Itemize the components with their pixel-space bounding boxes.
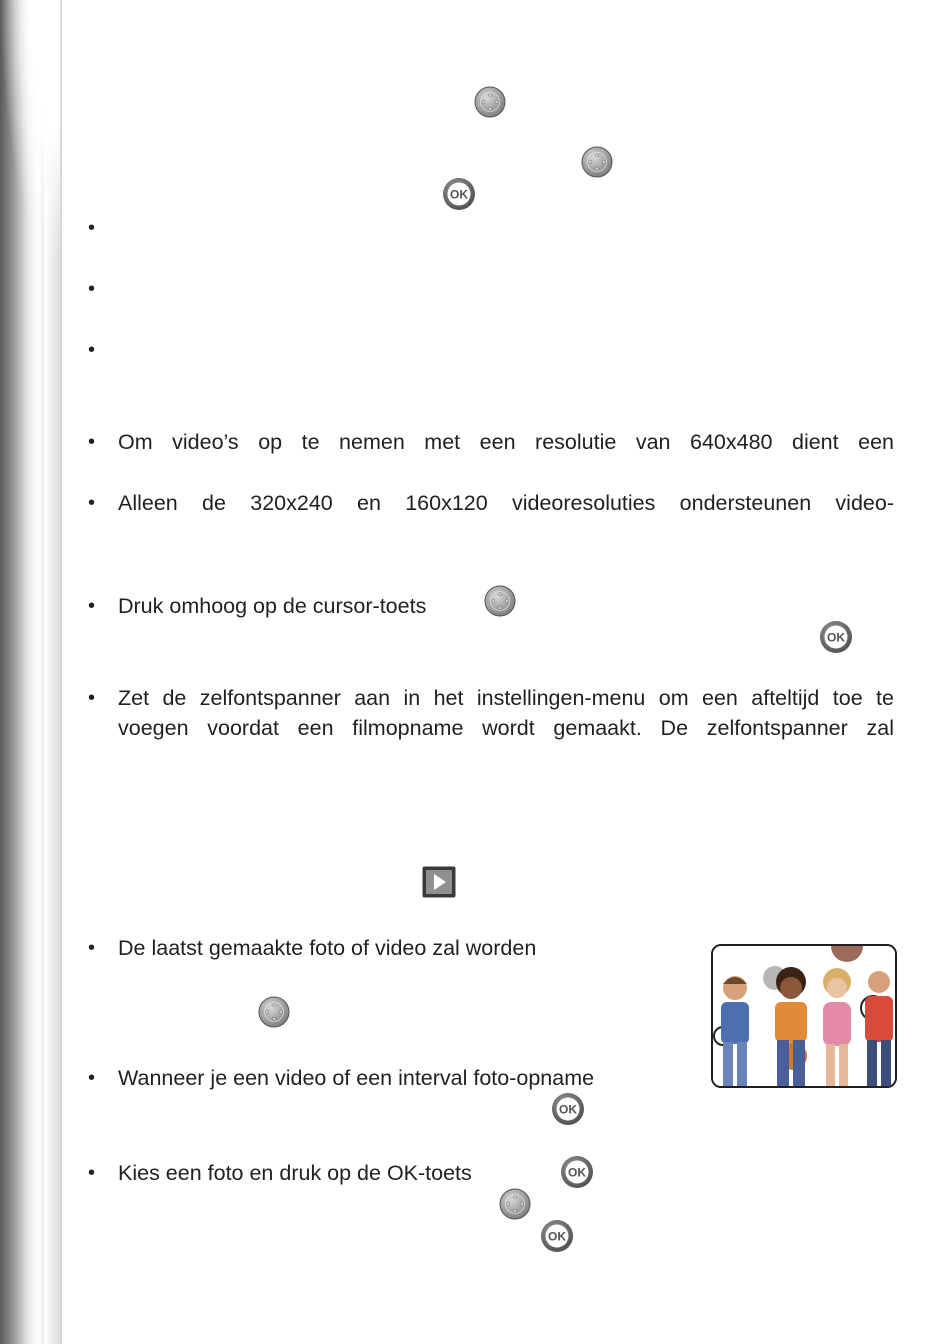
bullet: • [88, 937, 96, 959]
ok-button-icon [540, 1219, 574, 1253]
paragraph-last-photo: De laatst gemaakte foto of video zal worden [118, 936, 537, 960]
bullet: • [88, 431, 96, 453]
bullet: • [88, 1067, 96, 1089]
paragraph-video-resolution: Om video’s op te nemen met een resolutie van 640x480 dient een [118, 430, 894, 454]
bullet: • [88, 1162, 96, 1184]
play-button-icon [422, 866, 456, 898]
paragraph-self-timer-line-2: voegen voordat een filmopname wordt gemaakt. De zelfontspanner zal [118, 716, 894, 740]
page-edge-curve [0, 0, 60, 260]
bullet: • [88, 687, 96, 709]
cursor-pad-icon [474, 86, 506, 118]
paragraph-choose-photo: Kies een foto en druk op de OK-toets [118, 1161, 472, 1185]
bullet: • [88, 492, 96, 514]
bullet: • [88, 595, 96, 617]
paragraph-self-timer-line-1: Zet de zelfontspanner aan in het instellingen-menu om een afteltijd toe te [118, 686, 894, 710]
ok-button-icon [442, 177, 476, 211]
ok-button-icon [560, 1155, 594, 1189]
children-photo-illustration [713, 946, 895, 1086]
ok-button-icon [819, 620, 853, 654]
paragraph-cursor-up: Druk omhoog op de cursor-toets [118, 594, 427, 618]
bullet: • [88, 339, 96, 361]
cursor-pad-icon [499, 1188, 531, 1220]
paragraph-video-effects: Alleen de 320x240 en 160x120 videoresoluties ondersteunen video- [118, 491, 894, 515]
paragraph-when-video: Wanneer je een video of een interval foto-opname [118, 1066, 595, 1090]
bullet: • [88, 278, 96, 300]
ok-button-icon [551, 1092, 585, 1126]
cursor-pad-icon [484, 585, 516, 617]
cursor-pad-icon [581, 146, 613, 178]
cursor-pad-icon [258, 996, 290, 1028]
bullet: • [88, 217, 96, 239]
children-photo [711, 944, 897, 1088]
